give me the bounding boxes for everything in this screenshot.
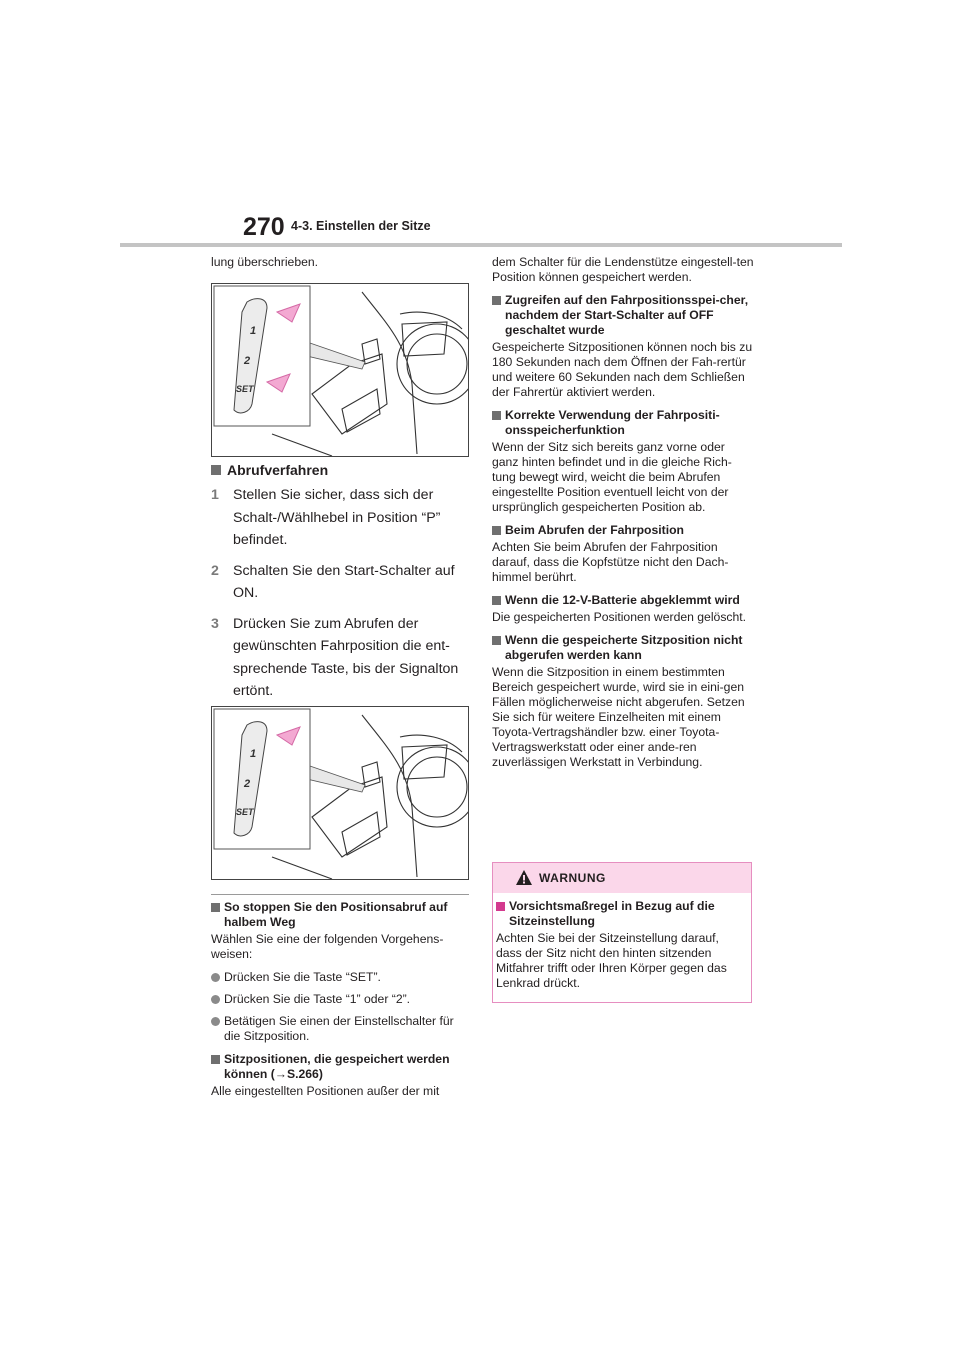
square-bullet-icon — [492, 296, 501, 305]
right-column — [492, 255, 754, 778]
stop-heading: So stoppen Sie den Positionsabruf auf halbem Weg — [211, 900, 469, 930]
square-bullet-icon — [211, 903, 220, 912]
abrufverfahren-heading: Abrufverfahren — [211, 462, 328, 478]
divider — [211, 894, 469, 895]
svg-text:2: 2 — [244, 778, 251, 790]
square-bullet-icon — [211, 1055, 220, 1064]
svg-text:2: 2 — [244, 355, 251, 367]
stop-text: Wählen Sie eine der folgenden Vorgehens-weisen: — [211, 932, 444, 961]
circle-bullet-icon — [211, 995, 220, 1004]
note-heading: Wenn die gespeicherte Sitzposition nicht abgerufen werden kann — [492, 633, 754, 663]
list-item: Betätigen Sie einen der Einstellschalter für die Sitzposition. — [211, 1014, 469, 1044]
square-bullet-icon — [492, 596, 501, 605]
continued-text: dem Schalter für die Lendenstütze eingestell-ten Position können gespeichert werden. — [492, 255, 754, 284]
note-heading: Wenn die 12-V-Batterie abgeklemmt wird — [492, 593, 754, 608]
saved-heading: Sitzpositionen, die gespeichert werden können (→S.266) — [211, 1052, 469, 1082]
square-bullet-icon — [211, 465, 221, 475]
svg-text:SET: SET — [236, 807, 254, 817]
intro-text: lung überschrieben. — [211, 255, 319, 269]
svg-text:SET: SET — [236, 384, 254, 394]
figure-seat-memory-switch-2 — [211, 706, 469, 880]
header-rule — [120, 243, 842, 247]
section-title: 4-3. Einstellen der Sitze — [291, 219, 431, 233]
warning-label: WARNUNG — [539, 871, 606, 885]
warning-body — [493, 893, 751, 991]
note-heading: Beim Abrufen der Fahrposition — [492, 523, 754, 538]
page-number: 270 — [243, 213, 285, 241]
saved-text: Alle eingestellten Positionen außer der mit — [211, 1084, 440, 1098]
warning-triangle-icon — [515, 869, 533, 886]
steps-list — [211, 484, 473, 711]
square-bullet-icon — [492, 526, 501, 535]
warning-box — [492, 862, 752, 1003]
note-text: Wenn der Sitz sich bereits ganz vorne oder ganz hinten befindet und in die gleiche Rich-tung bewegt wird, weicht die beim Abrufen eingestellte Position eventuell leicht von der ursprünglich gespeicherten Position ab. — [492, 440, 732, 514]
note-text: Die gespeicherten Positionen werden gelöscht. — [492, 610, 747, 624]
svg-text:1: 1 — [250, 748, 257, 760]
list-item: Drücken Sie die Taste “SET”. — [211, 970, 469, 985]
list-item: 1 Stellen Sie sicher, dass sich der Schalt-/Wählhebel in Position “P” befindet. — [211, 487, 441, 548]
figure-seat-memory-switch-1 — [211, 283, 469, 457]
warning-header — [493, 863, 751, 893]
circle-bullet-icon — [211, 973, 220, 982]
note-text: Achten Sie beim Abrufen der Fahrposition darauf, dass die Kopfstütze nicht den Dach-himmel berührt. — [492, 540, 729, 584]
note-text: Gespeicherte Sitzpositionen können noch bis zu 180 Sekunden nach dem Öffnen der Fah-rertür und weitere 60 Sekunden nach dem Schließen der Fahrertür aktiviert werden. — [492, 340, 753, 399]
list-item: Drücken Sie die Taste “1” oder “2”. — [211, 992, 469, 1007]
svg-text:1: 1 — [250, 325, 257, 337]
list-item: 2 Schalten Sie den Start-Schalter auf ON. — [211, 562, 455, 601]
note-heading: Korrekte Verwendung der Fahrpositi-onsspeicherfunktion — [492, 408, 754, 438]
left-notes — [211, 898, 469, 1107]
square-bullet-icon — [492, 411, 501, 420]
warning-text: Achten Sie bei der Sitzeinstellung darauf, dass der Sitz nicht den hinten sitzenden Mitfahrer trifft oder Ihren Körper gegen das Lenkrad drückt. — [496, 931, 727, 990]
warning-heading: Vorsichtsmaßregel in Bezug auf die Sitzeinstellung — [496, 899, 747, 929]
square-bullet-icon — [492, 636, 501, 645]
note-text: Wenn die Sitzposition in einem bestimmten Bereich gespeichert wurde, wird sie in eini-gen Fällen möglicherweise nicht abgerufen. Setzen Sie sich für weitere Einzelheiten mit einem Toyota-Vertragshändler bzw. einer Toyota-Vertragswerkstatt oder einer ande-ren zuverlässigen Werkstatt in Verbindung. — [492, 665, 745, 769]
square-bullet-icon — [496, 902, 505, 911]
list-item: 3 Drücken Sie zum Abrufen der gewünschten Fahrposition die ent-sprechende Taste, bis der Signalton ertönt. — [211, 615, 459, 699]
circle-bullet-icon — [211, 1017, 220, 1026]
note-heading: Zugreifen auf den Fahrpositionsspei-cher, nachdem der Start-Schalter auf OFF geschaltet wurde — [492, 293, 754, 338]
